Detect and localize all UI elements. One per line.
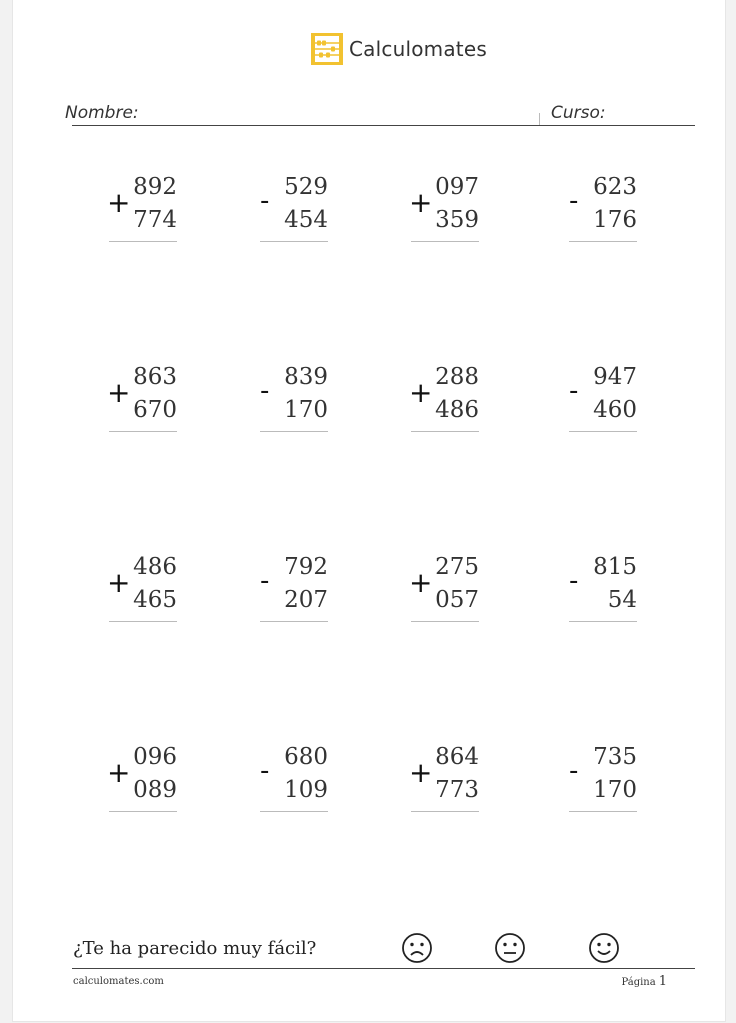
minus-operator: - <box>260 756 270 786</box>
minus-operator: - <box>569 756 579 786</box>
plus-operator: + <box>107 376 131 409</box>
footer-page <box>621 974 667 989</box>
first-operand: 815 <box>593 554 637 580</box>
problem-10 <box>258 554 340 626</box>
second-operand: 207 <box>284 587 328 613</box>
answer-line[interactable] <box>260 431 328 432</box>
plus-operator: + <box>409 566 433 599</box>
first-operand: 863 <box>133 364 177 390</box>
answer-line[interactable] <box>260 241 328 242</box>
name-label: Nombre: <box>65 103 139 123</box>
footer-site: calculomates.com <box>73 976 164 987</box>
plus-operator: + <box>409 756 433 789</box>
brand-logo <box>309 32 487 66</box>
abacus-icon <box>309 32 345 66</box>
answer-line[interactable] <box>109 431 177 432</box>
minus-operator: - <box>569 186 579 216</box>
problem-4 <box>567 174 649 246</box>
answer-line[interactable] <box>411 241 479 242</box>
first-operand: 529 <box>284 174 328 200</box>
plus-operator: + <box>409 376 433 409</box>
problem-9 <box>107 554 189 626</box>
first-operand: 735 <box>593 744 637 770</box>
answer-line[interactable] <box>260 811 328 812</box>
answer-line[interactable] <box>109 811 177 812</box>
first-operand: 096 <box>133 744 177 770</box>
answer-line[interactable] <box>411 621 479 622</box>
happy-face-icon[interactable] <box>588 932 620 964</box>
first-operand: 623 <box>593 174 637 200</box>
first-operand: 680 <box>284 744 328 770</box>
minus-operator: - <box>260 376 270 406</box>
problem-13 <box>107 744 189 816</box>
plus-operator: + <box>107 756 131 789</box>
first-operand: 892 <box>133 174 177 200</box>
problem-2 <box>258 174 340 246</box>
answer-line[interactable] <box>411 811 479 812</box>
second-operand: 54 <box>607 587 637 613</box>
header-divider-tick <box>539 113 540 125</box>
second-operand: 089 <box>133 777 177 803</box>
plus-operator: + <box>107 566 131 599</box>
second-operand: 170 <box>593 777 637 803</box>
second-operand: 670 <box>133 397 177 423</box>
first-operand: 097 <box>435 174 479 200</box>
second-operand: 176 <box>593 207 637 233</box>
plus-operator: + <box>107 186 131 219</box>
first-operand: 792 <box>284 554 328 580</box>
page-label: Página <box>621 977 656 988</box>
second-operand: 460 <box>593 397 637 423</box>
footer-rule <box>72 968 695 969</box>
answer-line[interactable] <box>569 621 637 622</box>
first-operand: 839 <box>284 364 328 390</box>
problem-5 <box>107 364 189 436</box>
second-operand: 454 <box>284 207 328 233</box>
answer-line[interactable] <box>109 621 177 622</box>
answer-line[interactable] <box>411 431 479 432</box>
course-label: Curso: <box>551 103 606 123</box>
second-operand: 773 <box>435 777 479 803</box>
answer-line[interactable] <box>569 811 637 812</box>
first-operand: 288 <box>435 364 479 390</box>
answer-line[interactable] <box>109 241 177 242</box>
first-operand: 864 <box>435 744 479 770</box>
second-operand: 774 <box>133 207 177 233</box>
sad-face-icon[interactable] <box>401 932 433 964</box>
problem-11 <box>409 554 491 626</box>
minus-operator: - <box>260 566 270 596</box>
problem-3 <box>409 174 491 246</box>
problem-12 <box>567 554 649 626</box>
problem-14 <box>258 744 340 816</box>
second-operand: 057 <box>435 587 479 613</box>
page-number: 1 <box>658 974 667 989</box>
problem-7 <box>409 364 491 436</box>
second-operand: 359 <box>435 207 479 233</box>
first-operand: 275 <box>435 554 479 580</box>
brand-name: Calculomates <box>349 37 487 61</box>
first-operand: 947 <box>593 364 637 390</box>
second-operand: 170 <box>284 397 328 423</box>
problem-6 <box>258 364 340 436</box>
worksheet-page <box>12 0 726 1022</box>
second-operand: 465 <box>133 587 177 613</box>
answer-line[interactable] <box>569 431 637 432</box>
second-operand: 109 <box>284 777 328 803</box>
minus-operator: - <box>569 376 579 406</box>
second-operand: 486 <box>435 397 479 423</box>
minus-operator: - <box>260 186 270 216</box>
problem-8 <box>567 364 649 436</box>
answer-line[interactable] <box>260 621 328 622</box>
neutral-face-icon[interactable] <box>494 932 526 964</box>
answer-line[interactable] <box>569 241 637 242</box>
problem-1 <box>107 174 189 246</box>
plus-operator: + <box>409 186 433 219</box>
header-rule <box>72 125 695 126</box>
feedback-question: ¿Te ha parecido muy fácil? <box>73 938 317 959</box>
first-operand: 486 <box>133 554 177 580</box>
minus-operator: - <box>569 566 579 596</box>
problem-15 <box>409 744 491 816</box>
problem-16 <box>567 744 649 816</box>
